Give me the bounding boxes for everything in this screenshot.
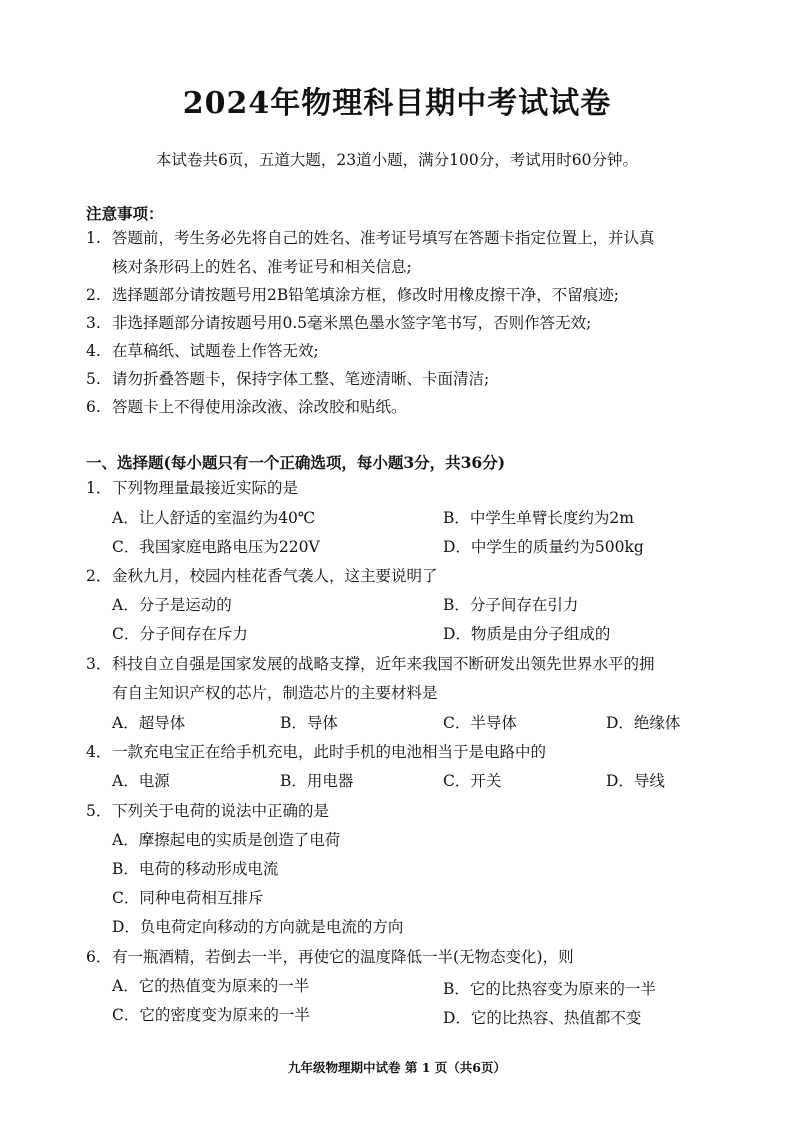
question-text: 一款充电宝正在给手机充电，此时手机的电池相当于是电路中的 <box>112 743 547 761</box>
section-heading: 一、选择题(每小题只有一个正确选项，每小题3分，共36分) <box>86 453 506 472</box>
question-number: 1． <box>86 479 112 497</box>
option-b: B．分子间存在引力 <box>443 596 579 614</box>
option-a: A．它的热值变为原来的一半 <box>112 977 310 995</box>
option-c: C．我国家庭电路电压为220V <box>112 538 320 556</box>
exam-info: 本试卷共6页，五道大题，23道小题，满分100分，考试用时60分钟。 <box>156 151 638 169</box>
option-c: C．开关 <box>443 772 502 790</box>
option-b: B．它的比热容变为原来的一半 <box>443 980 656 998</box>
note-item <box>86 393 766 422</box>
question-stem <box>86 650 766 708</box>
note-text: 在草稿纸、试题卷上作答无效; <box>112 342 319 360</box>
note-number: 6. <box>86 398 101 416</box>
question-text: 金秋九月，校园内桂花香气袭人，这主要说明了 <box>112 567 438 585</box>
notes-heading: 注意事项： <box>86 204 164 223</box>
question-number: 6． <box>86 948 112 966</box>
question-stem <box>86 474 766 503</box>
question-number: 5． <box>86 802 112 820</box>
note-item <box>86 224 766 282</box>
question-number: 4． <box>86 743 112 761</box>
option-b: B．用电器 <box>280 772 354 790</box>
note-text: 请勿折叠答题卡，保持字体工整、笔迹清晰、卡面清洁; <box>112 370 490 388</box>
question-text: 下列关于电荷的说法中正确的是 <box>112 802 330 820</box>
option-c: C．它的密度变为原来的一半 <box>112 1006 310 1024</box>
option-d: D．导线 <box>606 772 665 790</box>
question-stem <box>86 562 766 591</box>
page-title: 2024年物理科目期中考试试卷 <box>182 86 612 121</box>
option-a: A．电源 <box>112 772 170 790</box>
page-footer: 九年级物理期中试卷 第 1 页（共6页） <box>288 1060 506 1075</box>
question-text-continued: 有自主知识产权的芯片，制造芯片的主要材料是 <box>112 684 438 702</box>
option-b: B．电荷的移动形成电流 <box>112 860 279 878</box>
option-d: D．物质是由分子组成的 <box>443 625 611 643</box>
option-c: C．半导体 <box>443 714 517 732</box>
question-number: 2． <box>86 567 112 585</box>
question-number: 3． <box>86 655 112 673</box>
note-item <box>86 281 766 310</box>
option-a: A．让人舒适的室温约为40℃ <box>112 509 316 527</box>
note-item <box>86 365 766 394</box>
note-item <box>86 337 766 366</box>
option-c: C．分子间存在斥力 <box>112 625 248 643</box>
note-number: 4. <box>86 342 101 360</box>
note-number: 1. <box>86 229 101 247</box>
option-d: D．绝缘体 <box>606 714 681 732</box>
note-text: 非选择题部分请按题号用0.5毫米黑色墨水签字笔书写，否则作答无效; <box>112 314 592 332</box>
note-text: 答题前，考生务必先将自己的姓名、准考证号填写在答题卡指定位置上，并认真 <box>112 229 655 247</box>
question-text: 有一瓶酒精，若倒去一半，再使它的温度降低一半(无物态变化)，则 <box>112 948 574 966</box>
question-stem <box>86 943 766 972</box>
option-a: A．超导体 <box>112 714 186 732</box>
note-number: 3. <box>86 314 101 332</box>
option-d: D．中学生的质量约为500kg <box>443 538 644 556</box>
note-text: 答题卡上不得使用涂改液、涂改胶和贴纸。 <box>112 398 407 416</box>
option-b: B．导体 <box>280 714 338 732</box>
question-stem <box>86 797 766 826</box>
option-c: C．同种电荷相互排斥 <box>112 889 264 907</box>
note-number: 5. <box>86 370 101 388</box>
option-a: A．分子是运动的 <box>112 596 232 614</box>
question-stem <box>86 738 766 767</box>
option-d: D．负电荷定向移动的方向就是电流的方向 <box>112 918 404 936</box>
note-text: 选择题部分请按题号用2B铅笔填涂方框，修改时用橡皮擦干净，不留痕迹; <box>112 286 619 304</box>
note-text-continued: 核对条形码上的姓名、准考证号和相关信息; <box>112 258 412 276</box>
question-text: 下列物理量最接近实际的是 <box>112 479 299 497</box>
note-number: 2. <box>86 286 101 304</box>
option-b: B．中学生单臂长度约为2m <box>443 509 634 527</box>
note-item <box>86 309 766 338</box>
option-d: D．它的比热容、热值都不变 <box>443 1009 642 1027</box>
option-a: A．摩擦起电的实质是创造了电荷 <box>112 831 341 849</box>
question-text: 科技自立自强是国家发展的战略支撑，近年来我国不断研发出领先世界水平的拥 <box>112 655 655 673</box>
